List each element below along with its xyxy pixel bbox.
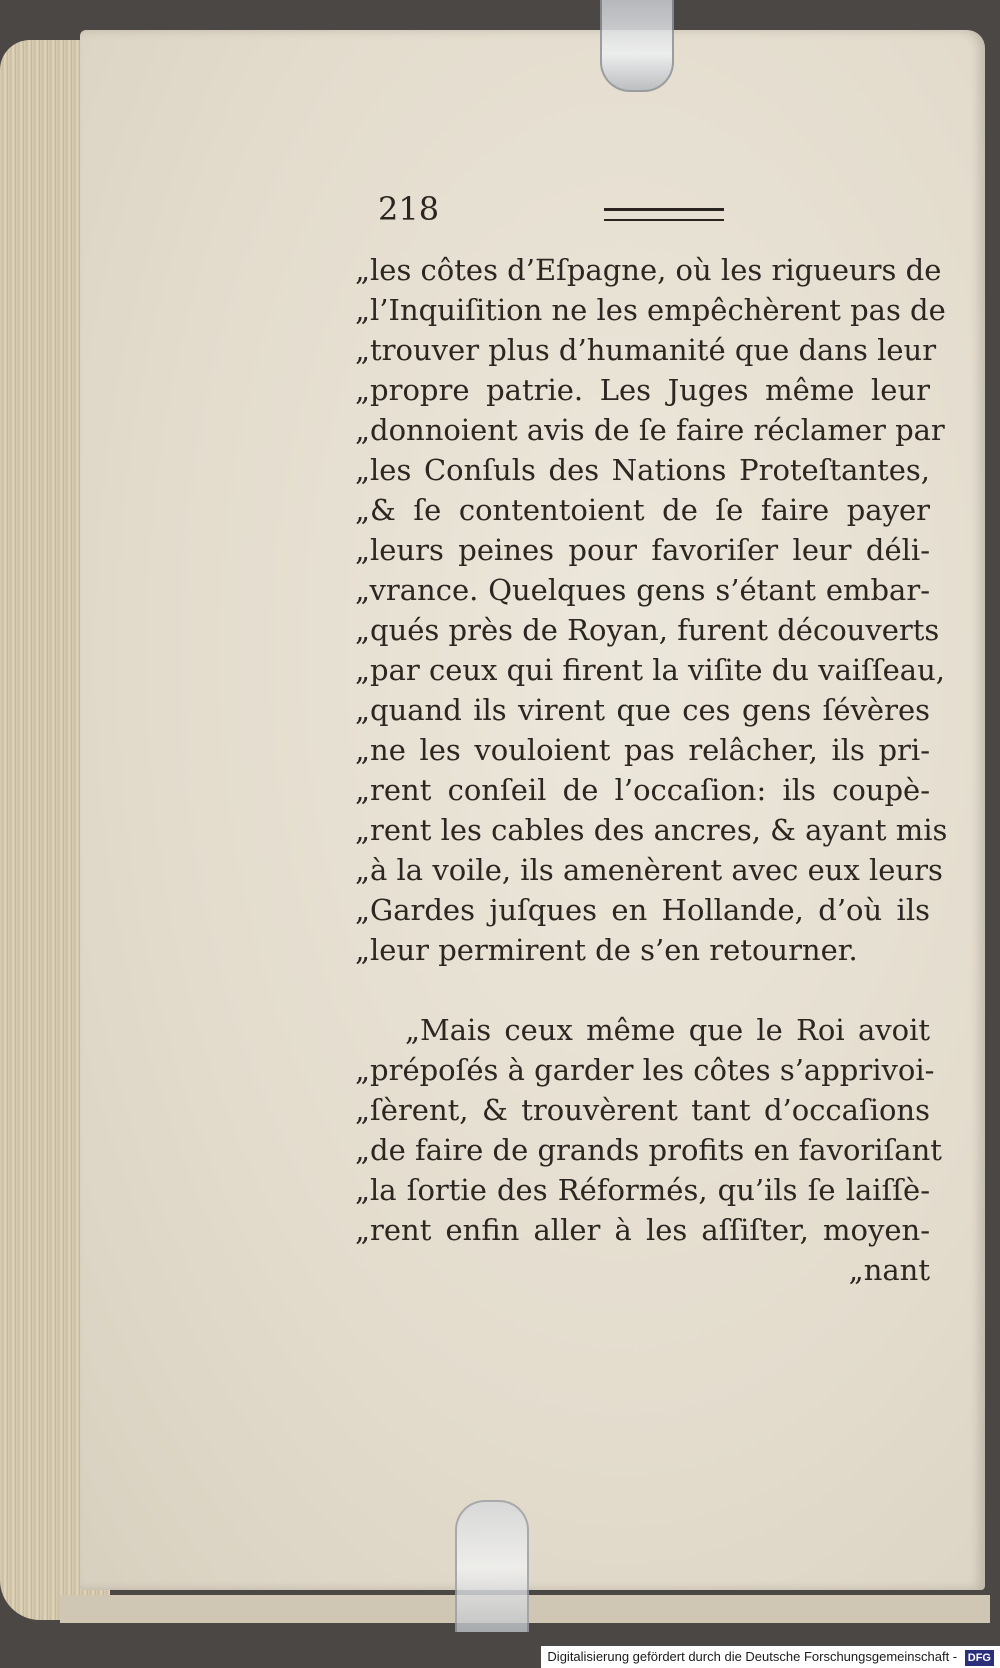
page-clip-bottom [455,1500,529,1632]
text-line: „de faire de grands profits en favoriſant [355,1133,942,1167]
text-line: „quand ils virent que ces gens ſévères [355,693,930,727]
text-line: „rent conſeil de l’occaſion: ils coupè- [355,773,930,807]
text-line: „donnoient avis de ſe faire réclamer par [355,413,945,447]
text-line: „rent les cables des ancres, & ayant mis [355,813,948,847]
text-line: „prépoſés à garder les côtes s’apprivoi- [355,1053,935,1087]
text-line: „l’Inquiſition ne les empêchèrent pas de [355,293,946,327]
text-line: „qués près de Royan, furent découverts [355,613,940,647]
text-line: „Mais ceux même que le Roi avoit [405,1013,930,1047]
text-line: „par ceux qui firent la viſite du vaiſſeau, [355,653,945,687]
page-header [378,190,728,230]
credit-text: Digitalisierung gefördert durch die Deutsche Forschungsgemeinschaft - [547,1649,958,1664]
text-line: „leurs peines pour favoriſer leur déli- [355,533,930,567]
text-line: „la ſortie des Réformés, qu’ils ſe laiſſè- [355,1173,930,1207]
dfg-logo: DFG [965,1650,994,1666]
header-rule [604,208,724,221]
page-clip-top [600,0,674,92]
text-line: „ne les vouloient pas relâcher, ils pri- [355,733,930,767]
text-line: „vrance. Quelques gens s’étant embar- [355,573,930,607]
text-line: „trouver plus d’humanité que dans leur [355,333,937,367]
text-line: „propre patrie. Les Juges même leur [355,373,930,407]
text-line: „ſèrent, & trouvèrent tant d’occaſions [355,1093,930,1127]
text-line: „Gardes juſques en Hollande, d’où ils [355,893,930,927]
text-line: „rent enfin aller à les aſſiſter, moyen- [355,1213,930,1247]
catchword: „nant [848,1253,930,1287]
text-line: „& ſe contentoient de ſe faire payer [355,493,930,527]
page-number: 218 [378,190,440,228]
paragraph-gap [355,970,930,1010]
text-line-last: „leur permirent de s’en retourner. [355,933,858,967]
digitization-credit [541,1646,1000,1668]
text-block [355,250,948,1290]
text-line: „les côtes d’Eſpagne, où les rigueurs de [355,253,942,287]
text-line: „à la voile, ils amenèrent avec eux leurs [355,853,943,887]
text-line: „les Conſuls des Nations Proteſtantes, [355,453,930,487]
